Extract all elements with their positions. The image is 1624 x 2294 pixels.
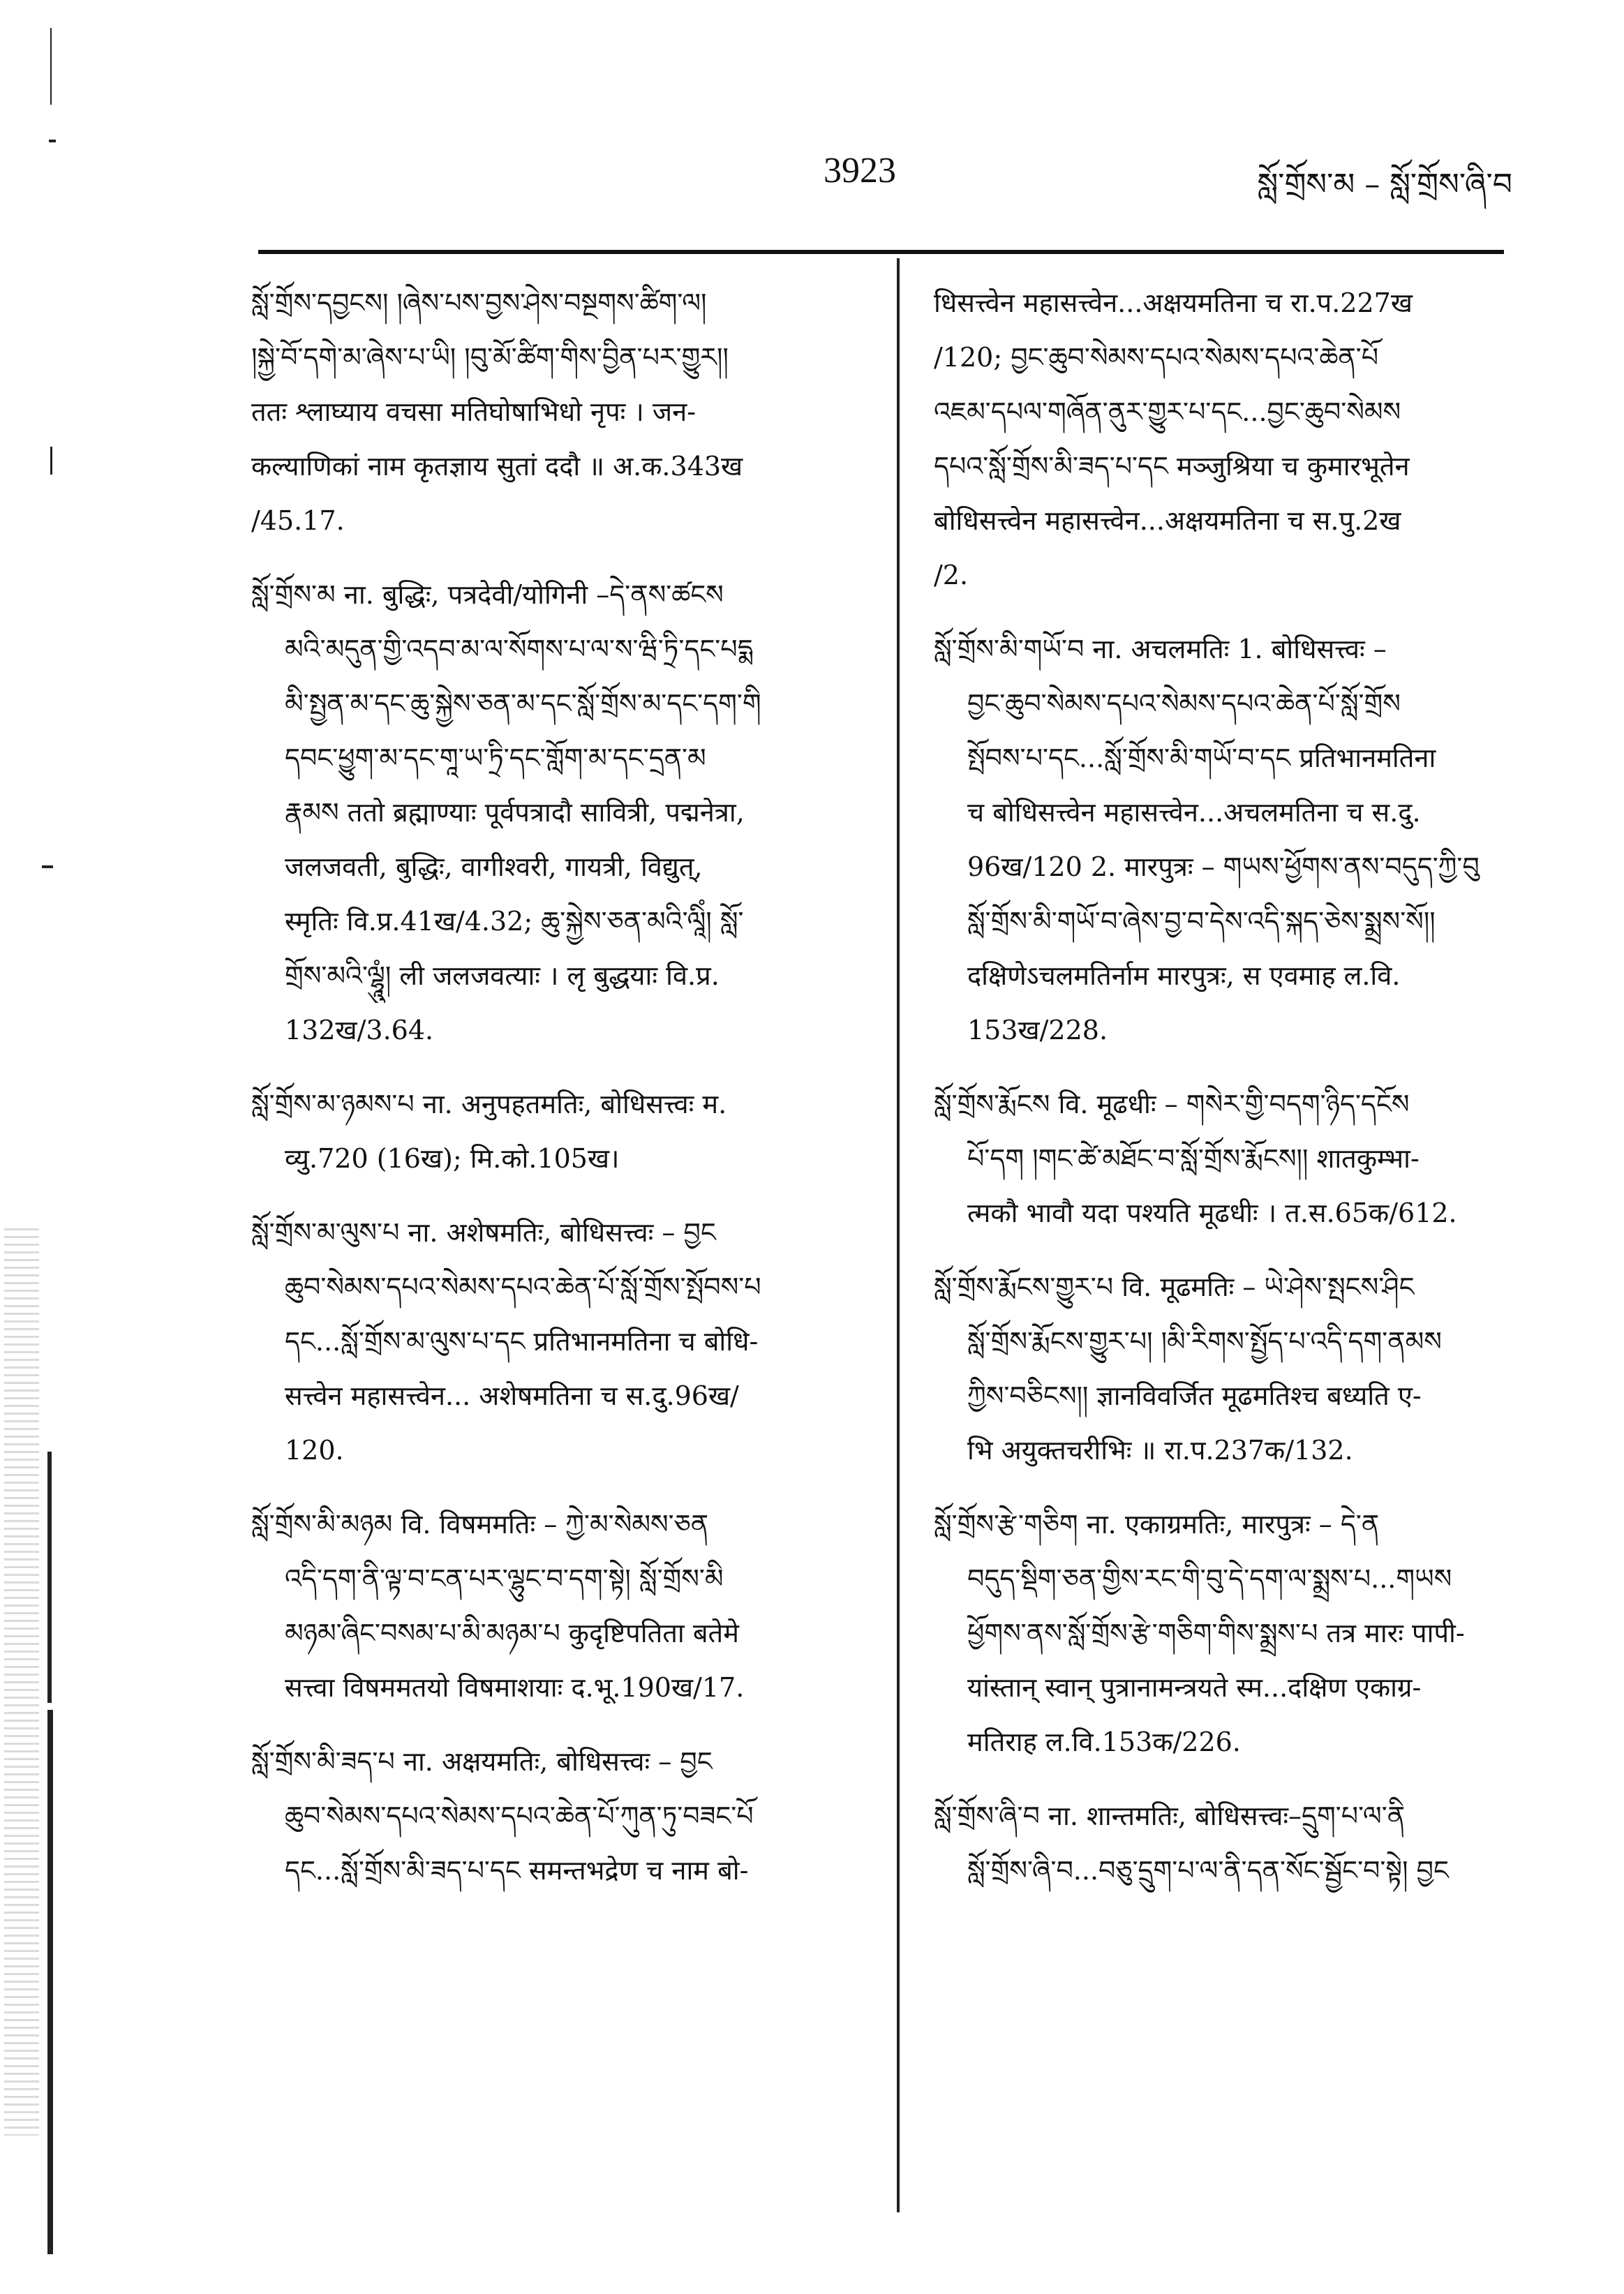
entry-line: 132ख/3.64. — [285, 1015, 434, 1045]
entry-line: གྲོས་མའི་ལྷཱུཾ། ली जलजवत्याः । लृ बुद्धयाः वि.प्र. — [285, 960, 720, 991]
column-divider — [897, 258, 900, 2212]
entry-line: त्मकौ भावौ यदा पश्यति मूढधीः । त.स.65क/612. — [967, 1198, 1457, 1228]
dictionary-entry — [934, 1077, 1524, 1240]
dictionary-entry — [934, 622, 1524, 1057]
entry-line: སྤོབས་པ་དང...སློ་གྲོས་མི་གཡོ་བ་དང प्रतिभानमतिना — [967, 743, 1436, 773]
dictionary-entry — [251, 1077, 879, 1186]
dictionary-entry — [934, 1260, 1524, 1477]
entry-line: ཀྱིས་བཅིངས།། ज्ञानविवर्जित मूढमतिश्च बध्यति ए- — [967, 1380, 1422, 1411]
dictionary-entry — [251, 1734, 879, 1898]
entry-headline: སློ་གྲོས་མ ना. बुद्धिः, पत्रदेवी/योगिनी –དེ་ནས་ཚངས — [251, 579, 724, 610]
entry-line: བྱང་ཆུབ་སེམས་དཔའ་སེམས་དཔའ་ཆེན་པོ་སློ་གྲོས — [967, 688, 1401, 719]
dictionary-entry — [934, 276, 1524, 602]
entry-line: སློ་གྲོས་རྨོངས་གྱུར་པ། །མི་རིགས་སྤྱོད་པ་འདི་དག་ནམས — [967, 1326, 1442, 1357]
entry-headline: སློ་གྲོས་མི་ཟད་པ ना. अक्षयमतिः, बोधिसत्त्वः – བྱང — [251, 1746, 713, 1777]
scan-mark — [47, 1452, 52, 1703]
entry-line: འཇམ་དཔལ་གཞོན་ནུར་གྱུར་པ་དང...བྱང་ཆུབ་སེམས — [934, 396, 1401, 427]
scan-noise — [4, 1228, 39, 2136]
header-rule — [258, 250, 1504, 254]
entry-headline: སློ་གྲོས་མི་མཉམ वि. विषममतिः – ཀྱེ་མ་སེམས་ཅན — [251, 1509, 709, 1540]
entry-line: जलजवती, बुद्धिः, वागीश्वरी, गायत्री, विद्युत्, — [285, 851, 703, 882]
entry-headline: སློ་གྲོས་རྩེ་གཅིག ना. एकाग्रमतिः, मारपुत्रः – དེ་ན — [934, 1509, 1380, 1540]
entry-line: རྣམས ततो ब्रह्माण्याः पूर्वपत्रादौ सावित्री, पद्मनेत्रा, — [285, 797, 745, 828]
page-number: 3923 — [824, 151, 896, 191]
entry-line: ཕྱོགས་ནས་སློ་གྲོས་རྩེ་གཅིག་གིས་སྨྲས་པ तत्र मारः पापी- — [967, 1618, 1465, 1648]
entry-line: འདི་དག་ནི་ལྟ་བ་ངན་པར་ལྷུང་བ་དག་སྟེ། སློ་གྲོས་མི — [285, 1563, 724, 1594]
entry-line: དང...སློ་གྲོས་མ་ལུས་པ་དང प्रतिभानमतिना च बोधि- — [285, 1326, 759, 1357]
entry-headline: སློ་གྲོས་རྨོངས वि. मूढधीः – གསེར་གྱི་བདག་ཉིད་དངོས — [934, 1089, 1410, 1119]
entry-line: दक्षिणेऽचलमतिर्नाम मारपुत्रः, स एवमाह ल.वि. — [967, 960, 1401, 991]
dictionary-entry — [251, 276, 879, 548]
entry-line: མའི་མདུན་གྱི་འདབ་མ་ལ་སོགས་པ་ལ་ས་ཝི་ཏྲི་དང་པདྨ — [285, 634, 753, 664]
scan-edge — [0, 0, 56, 2294]
scan-mark — [50, 447, 52, 475]
dictionary-entry — [251, 1205, 879, 1477]
entry-line: །སྐྱེ་བོ་དགེ་མ་ཞེས་པ་ཡི། །བུ་མོ་ཚིག་གིས་བྱིན་པར་གྱུར།། — [251, 342, 729, 373]
dictionary-entry — [251, 567, 879, 1057]
dictionary-entry — [934, 1789, 1524, 1898]
entry-line: བདུད་སྡིག་ཅན་གྱིས་རང་གི་བུ་དེ་དག་ལ་སྨྲས་པ...གཡས — [967, 1563, 1452, 1594]
left-column — [251, 276, 879, 1917]
entry-line: སློ་གྲོས་ཞི་བ...བཅུ་དྲུག་པ་ལ་ནི་དན་སོང་སྦྱོང་བ་སྟེ། བྱང — [967, 1855, 1449, 1886]
entry-line: མཉམ་ཞིང་བསམ་པ་མི་མཉམ་པ कुदृष्टिपतिता बतेमे — [285, 1618, 739, 1648]
entry-line: ཆུབ་སེམས་དཔའ་སེམས་དཔའ་ཆེན་པོ་སློ་གྲོས་སྤོབས་པ — [285, 1272, 761, 1302]
scan-mark — [50, 28, 52, 105]
entry-line: པོ་དག །གང་ཚེ་མཐོང་བ་སློ་གྲོས་རྨོངས།། शातकुम्भा- — [967, 1143, 1420, 1174]
entry-line: /2. — [934, 560, 969, 590]
scan-mark — [49, 140, 56, 142]
entry-line: 120. — [285, 1435, 344, 1466]
entry-headline: སློ་གྲོས་ཞི་བ ना. शान्तमतिः, बोधिसत्त्वः–དྲུག་པ་ལ་ནི — [934, 1801, 1406, 1831]
entry-headline: སློ་གྲོས་མ་ཉམས་པ ना. अनुपहतमतिः, बोधिसत्त्वः म. — [251, 1089, 727, 1119]
entry-line: ततः श्लाघ्याय वचसा मतिघोषाभिधो नृपः । जन- — [251, 396, 696, 427]
entry-line: སློ་གྲོས་མི་གཡོ་བ་ཞེས་བྱ་བ་དེས་འདི་སྐད་ཅེས་སྨྲས་སོ།། — [967, 906, 1436, 937]
entry-line: सत्त्वा विषममतयो विषमाशयाः द.भू.190ख/17. — [285, 1672, 745, 1703]
entry-line: मतिराह ल.वि.153क/226. — [967, 1727, 1241, 1757]
running-head: སློ་གྲོས་མ – སློ་གྲོས་ཞི་བ — [1257, 167, 1512, 202]
entry-line: कल्याणिकां नाम कृतज्ञाय सुतां ददौ ॥ अ.क.343ख — [251, 451, 743, 482]
entry-line: व्यु.720 (16ख); मि.को.105ख। — [285, 1143, 620, 1174]
scan-mark — [47, 1710, 53, 2254]
entry-headline: धिसत्त्वेन महासत्त्वेन...अक्षयमतिना च रा.प.227ख — [934, 288, 1413, 318]
right-column — [934, 276, 1524, 1917]
entry-line: स्मृतिः वि.प्र.41ख/4.32; ཆུ་སྐྱེས་ཅན་མའི་ལཱིཾ། སློ་ — [285, 906, 744, 937]
entry-line: དང...སློ་གྲོས་མི་ཟད་པ་དང समन्तभद्रेण च नाम बो- — [285, 1855, 749, 1886]
entry-line: དབང་ཕྱུག་མ་དང་གཱ་ཡ་ཏྲི་དང་གློག་མ་དང་དྲན་མ — [285, 743, 706, 773]
entry-line: /45.17. — [251, 505, 345, 536]
entry-line: बोधिसत्त्वेन महासत्त्वेन...अक्षयमतिना च स.पु.2ख — [934, 505, 1401, 536]
entry-line: सत्त्वेन महासत्त्वेन... अशेषमतिना च स.दु.96ख/ — [285, 1380, 739, 1411]
entry-line: 153ख/228. — [967, 1015, 1108, 1045]
entry-headline: སློ་གྲོས་མ་ལུས་པ ना. अशेषमतिः, बोधिसत्त्वः – བྱང — [251, 1217, 716, 1248]
entry-headline: སློ་གྲོས་དབྱངས། །ཞེས་པས་བྱས་ཤེས་བསྔགས་ཚིག་ལ། — [251, 288, 707, 318]
entry-headline: སློ་གྲོས་མི་གཡོ་བ ना. अचलमतिः 1. बोधिसत्त्वः – — [934, 634, 1387, 664]
entry-line: དཔའ་སློ་གྲོས་མི་ཟད་པ་དང मञ्जुश्रिया च कुमारभूतेन — [934, 451, 1410, 482]
entry-headline: སློ་གྲོས་རྨོངས་གྱུར་པ वि. मूढमतिः – ཡེ་ཤེས་སྤངས་ཤིང — [934, 1272, 1415, 1302]
entry-line: མི་སྤྱན་མ་དང་ཆུ་སྐྱེས་ཅན་མ་དང་སློ་གྲོས་མ་དང་དག་གི — [285, 688, 761, 719]
entry-line: /120; བྱང་ཆུབ་སེམས་དཔའ་སེམས་དཔའ་ཆེན་པོ — [934, 342, 1379, 373]
entry-line: यांस्तान् स्वान् पुत्रानामन्त्रयते स्म...दक्षिण एकाग्र- — [967, 1672, 1422, 1703]
entry-line: ཆུབ་སེམས་དཔའ་སེམས་དཔའ་ཆེན་པོ་ཀུན་ཏུ་བཟང་པོ — [285, 1801, 754, 1831]
dictionary-entry — [251, 1497, 879, 1715]
scan-mark — [42, 865, 53, 868]
entry-line: भि अयुक्तचरीभिः ॥ रा.प.237क/132. — [967, 1435, 1353, 1466]
entry-line: 96ख/120 2. मारपुत्रः – གཡས་ཕྱོགས་ནས་བདུད་ཀྱི་བུ — [967, 851, 1480, 882]
dictionary-entry — [934, 1497, 1524, 1769]
entry-line: च बोधिसत्त्वेन महासत्त्वेन...अचलमतिना च स.दु. — [967, 797, 1421, 828]
